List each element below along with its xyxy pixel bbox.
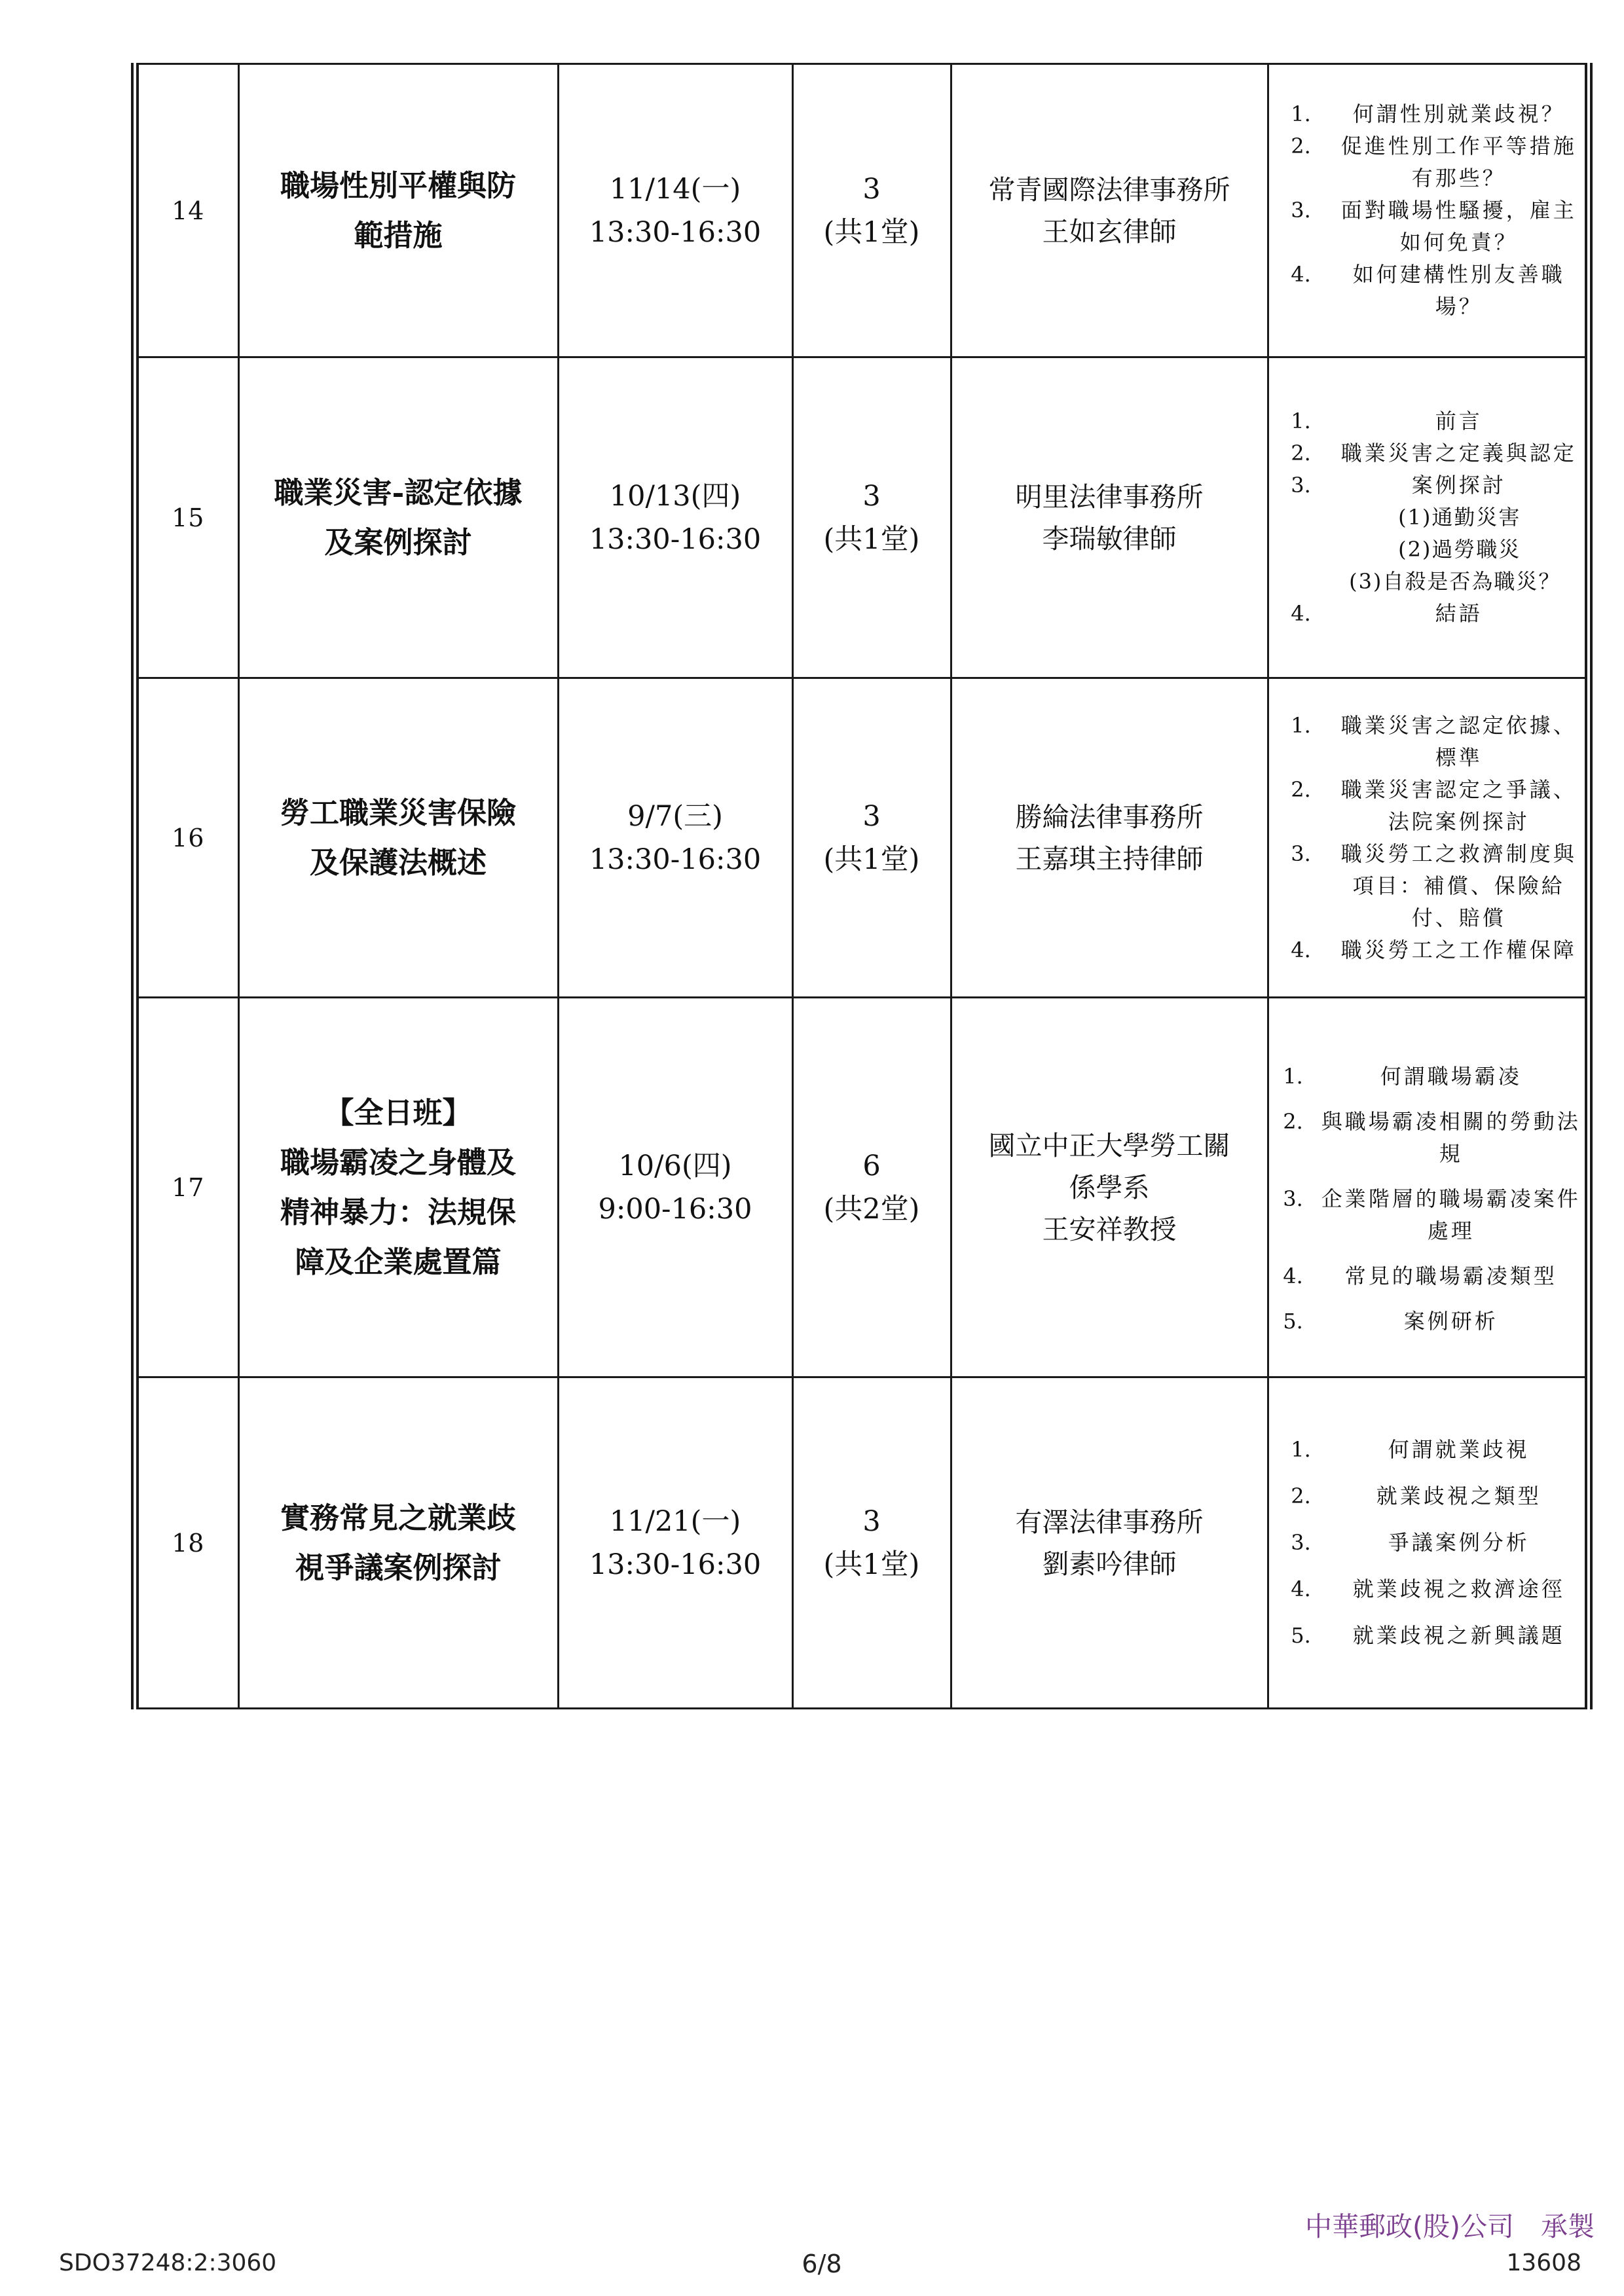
item-number: 2. [1283,1109,1303,1134]
course-title-line: 及案例探討 [324,524,472,560]
lecturer-line: 常青國際法律事務所 [988,173,1230,206]
list-item [1269,710,1585,774]
lecturer-line: 有澤法律事務所 [1015,1506,1204,1538]
list-item [1269,838,1585,934]
item-number: 2. [1291,776,1311,802]
table-row [135,357,1589,678]
item-text: 就業歧視之新興議題 [1352,1623,1565,1648]
date-cell [558,64,792,357]
course-title-line: 勞工職業災害保險 [280,795,516,830]
course-title-cell [238,357,558,678]
course-hours: 3 [862,799,881,833]
item-text: 爭議案例分析 [1388,1530,1530,1555]
lecturer-line: 明里法律事務所 [1015,481,1204,513]
item-number: 4. [1283,1264,1303,1288]
content-cell [1268,678,1589,998]
item-text: 促進性別工作平等措施有那些？ [1340,134,1577,191]
row-number: 18 [172,1528,205,1558]
item-text: 如何建構性別友善職場？ [1352,262,1565,319]
item-text: 何謂職場霸凌 [1380,1064,1522,1089]
item-number: 1. [1291,409,1311,433]
page-number: 6/8 [802,2250,842,2278]
course-time: 13:30-16:30 [589,215,762,249]
lecturer-cell [951,1377,1268,1709]
course-title-line: 職場霸凌之身體及 [280,1144,516,1180]
lecturer-line: 李瑞敏律師 [1042,522,1177,555]
lecturer-line: 王安祥教授 [1042,1213,1177,1245]
course-title-cell [238,64,558,357]
item-number: 3. [1283,1186,1303,1211]
list-item [1269,259,1585,323]
course-table [131,63,1593,1709]
list-item [1269,1620,1585,1652]
list-item [1269,98,1585,130]
content-cell [1268,1377,1589,1709]
row-number: 16 [172,823,205,852]
course-time: 13:30-16:30 [589,522,762,556]
item-number: 3. [1291,198,1311,223]
sub-item: (1)通勤災害 [1398,505,1521,530]
lecturer-line: 國立中正大學勞工關 [988,1129,1230,1161]
row-number-cell [135,678,238,998]
content-list [1269,1434,1585,1652]
content-sublist [1269,501,1585,598]
item-number: 1. [1291,101,1311,126]
course-date: 10/6(四) [618,1149,732,1182]
row-number-cell [135,1377,238,1709]
list-item [1269,130,1585,194]
lecturer-cell [951,357,1268,678]
course-hours: 3 [862,172,881,206]
item-text: 結語 [1435,601,1483,626]
list-item [1269,1260,1585,1292]
course-title-cell [238,998,558,1377]
item-text: 案例研析 [1403,1309,1498,1334]
list-item [1269,934,1585,966]
lecturer-line: 王如玄律師 [1042,215,1177,247]
row-number: 15 [172,503,205,532]
hours-cell [792,1377,951,1709]
item-number: 3. [1291,473,1311,498]
hours-cell [792,678,951,998]
content-cell [1268,998,1589,1377]
course-title-cell [238,678,558,998]
date-cell [558,1377,792,1709]
item-text: 職災勞工之救濟制度與項目：補償、保險給付、賠償 [1340,841,1577,930]
list-item [1269,1573,1585,1605]
course-sessions: (共1堂) [823,215,920,249]
item-number: 5. [1283,1309,1303,1334]
course-time: 13:30-16:30 [589,1548,762,1581]
document-code: SDO37248:2:3060 [59,2250,277,2276]
item-number: 4. [1291,1576,1311,1601]
list-item [1269,194,1585,259]
list-item [1269,1061,1585,1093]
item-number: 3. [1291,841,1311,866]
item-text: 職災勞工之工作權保障 [1340,937,1577,962]
list-item [1269,774,1585,838]
item-text: 職業災害之認定依據、標準 [1340,712,1577,770]
item-number: 4. [1291,262,1311,287]
item-number: 2. [1291,1484,1311,1508]
lecturer-line: 王嘉琪主持律師 [1015,843,1204,875]
sub-item: (3)自殺是否為職災？ [1349,569,1561,594]
list-item [1269,1480,1585,1512]
item-text: 常見的職場霸凌類型 [1344,1264,1557,1288]
list-item [1269,405,1585,437]
item-text: 何謂就業歧視 [1388,1437,1530,1462]
course-title-line: 精神暴力：法規保 [280,1194,516,1230]
item-text: 企業階層的職場霸凌案件處理 [1321,1186,1581,1243]
table-row [135,678,1589,998]
list-item [1269,1527,1585,1559]
item-text: 職業災害認定之爭議、法院案例探討 [1340,776,1577,834]
course-sessions: (共2堂) [823,1192,920,1226]
course-title-line: 視爭議案例探討 [295,1550,502,1585]
item-number: 1. [1291,712,1311,738]
printer-company: 中華郵政(股)公司 承製 [1305,2211,1595,2242]
table-row [135,64,1589,357]
item-text: 職業災害之定義與認定 [1340,441,1577,465]
course-time: 13:30-16:30 [589,843,762,876]
list-item [1269,437,1585,469]
course-title-cell [238,1377,558,1709]
list-item [1269,469,1585,501]
lecturer-cell [951,678,1268,998]
course-hours: 3 [862,479,881,513]
table-row [135,1377,1589,1709]
course-sessions: (共1堂) [823,1548,920,1581]
item-number: 4. [1291,937,1311,962]
course-title-line: 【全日班】 [324,1095,472,1130]
list-item [1269,1305,1585,1338]
course-title-line: 實務常見之就業歧 [280,1500,516,1535]
item-number: 5. [1291,1623,1311,1648]
course-date: 11/14(一) [609,172,741,206]
course-title-line: 職場性別平權與防 [280,168,516,203]
row-number-cell [135,357,238,678]
list-item [1269,1106,1585,1170]
hours-cell [792,357,951,678]
lecturer-cell [951,998,1268,1377]
course-title-line: 障及企業處置篇 [295,1244,502,1279]
course-title-line: 職業災害-認定依據 [274,475,523,510]
content-list [1269,405,1585,501]
row-number-cell [135,64,238,357]
item-number: 4. [1291,601,1311,626]
item-text: 何謂性別就業歧視？ [1352,101,1565,126]
table-row [135,998,1589,1377]
list-item [1269,598,1585,630]
lecturer-line: 係學系 [1069,1171,1150,1203]
course-hours: 6 [862,1149,881,1182]
row-number-cell [135,998,238,1377]
hours-cell [792,998,951,1377]
list-item [1269,1434,1585,1466]
course-hours: 3 [862,1504,881,1538]
item-number: 1. [1291,1437,1311,1462]
item-text: 案例探討 [1411,473,1506,498]
item-number: 2. [1291,134,1311,158]
course-date: 10/13(四) [609,479,741,513]
item-number: 3. [1291,1530,1311,1555]
content-list [1269,598,1585,630]
item-text: 與職場霸凌相關的勞動法規 [1321,1109,1581,1166]
date-cell [558,998,792,1377]
course-date: 11/21(一) [609,1504,741,1538]
course-sessions: (共1堂) [823,522,920,556]
list-item [1269,1183,1585,1247]
content-list [1269,1061,1585,1338]
date-cell [558,678,792,998]
item-text: 面對職場性騷擾，雇主如何免責？ [1340,198,1577,255]
content-list [1269,98,1585,323]
course-time: 9:00-16:30 [598,1192,752,1226]
item-number: 2. [1291,441,1311,465]
content-list [1269,710,1585,966]
hours-cell [792,64,951,357]
course-title-line: 及保護法概述 [309,845,487,880]
course-title-line: 範措施 [354,217,443,253]
item-number: 1. [1283,1064,1303,1089]
lecturer-cell [951,64,1268,357]
lecturer-line: 劉素吟律師 [1042,1548,1177,1580]
content-cell [1268,64,1589,357]
sub-item: (2)過勞職災 [1398,537,1521,562]
course-sessions: (共1堂) [823,843,920,876]
item-text: 前言 [1435,409,1483,433]
lecturer-line: 勝綸法律事務所 [1015,801,1204,833]
row-number: 14 [172,196,205,225]
item-text: 就業歧視之救濟途徑 [1352,1576,1565,1601]
date-cell [558,357,792,678]
course-date: 9/7(三) [627,799,723,833]
content-cell [1268,357,1589,678]
serial-number: 13608 [1506,2250,1581,2276]
row-number: 17 [172,1173,205,1202]
item-text: 就業歧視之類型 [1376,1484,1541,1508]
